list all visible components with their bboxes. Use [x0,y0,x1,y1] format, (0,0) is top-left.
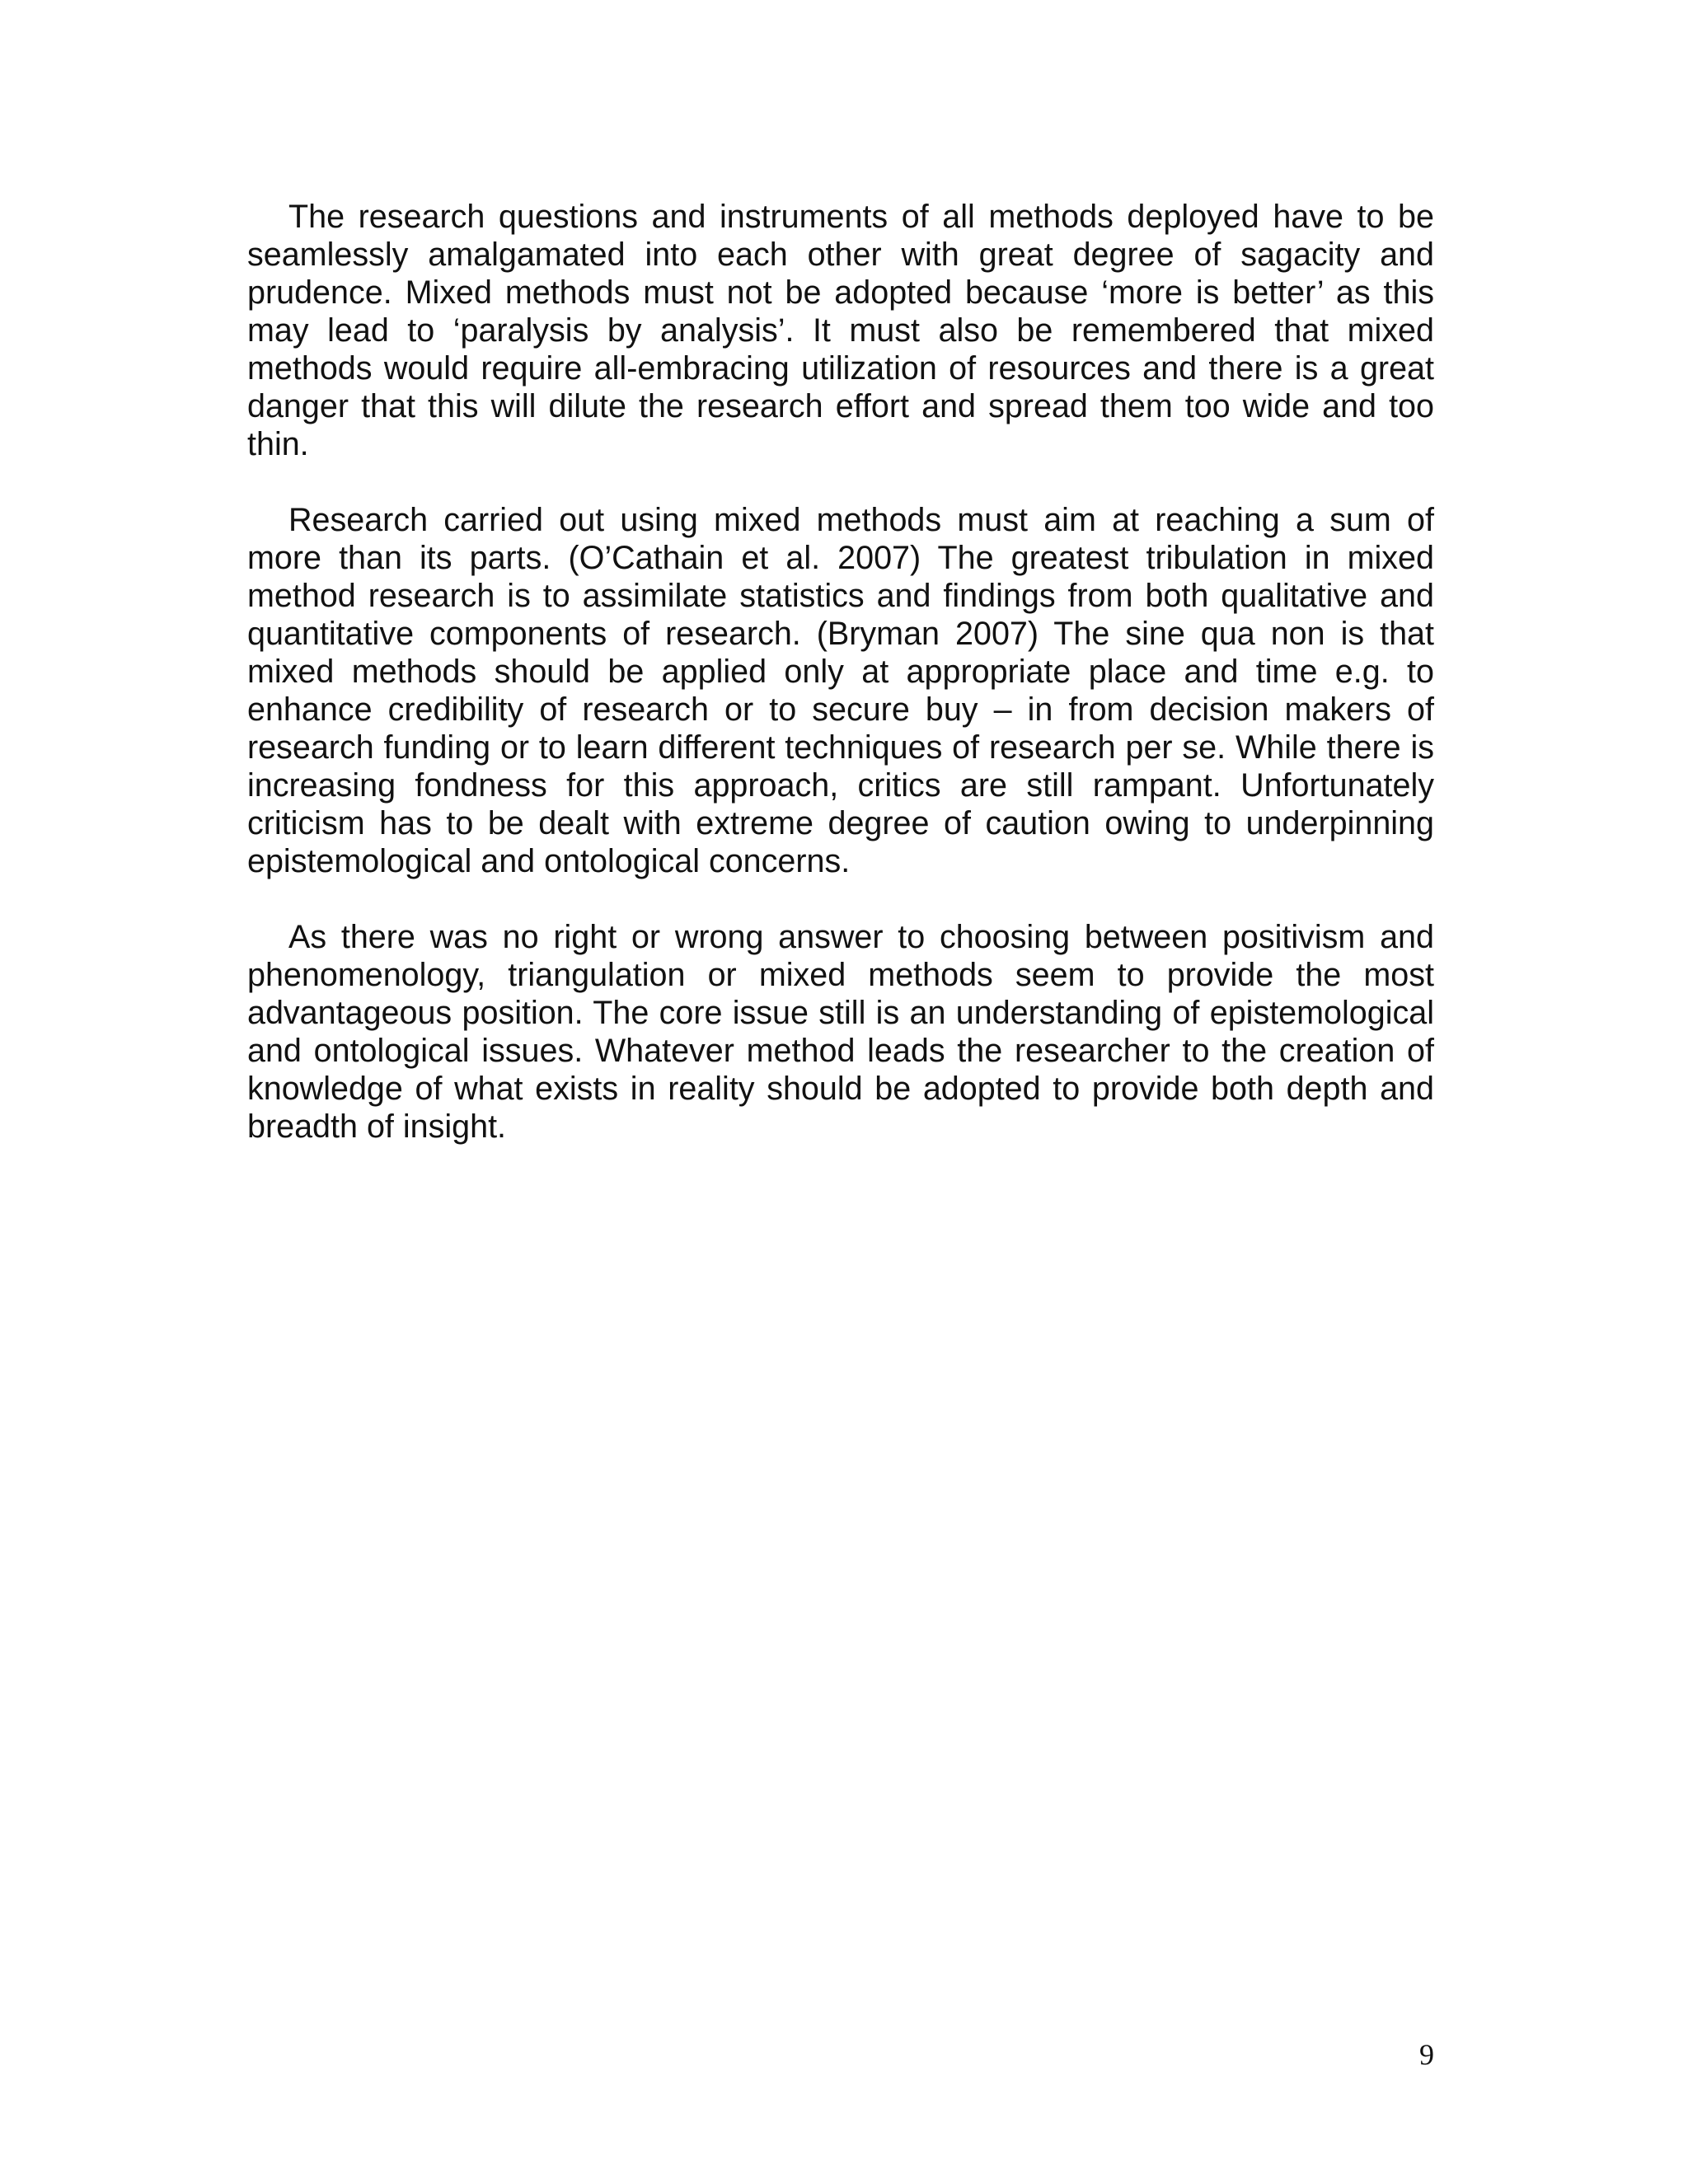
paragraph-2: Research carried out using mixed methods must aim at reaching a sum of more than its parts. (O’Cathain et al. 2007) The greatest tribulation in mixed method research is to assimilate statistics and findings from both qualitative and quantitative components of research. (Bryman 2007) The sine qua non is that mixed methods should be applied only at appropriate place and time e.g. to enhance credibility of research or to secure buy – in from decision makers of research funding or to learn different techniques of research per se. While there is increasing fondness for this approach, critics are still rampant. Unfortunately criticism has to be dealt with extreme degree of caution owing to underpinning epistemological and ontological concerns. [247,502,1434,879]
body-text [247,198,1434,1146]
page-number: 9 [1419,2038,1434,2071]
paragraph-1: The research questions and instruments of all methods deployed have to be seamlessly amalgamated into each other with great degree of sagacity and prudence. Mixed methods must not be adopted because ‘more is better’ as this may lead to ‘paralysis by analysis’. It must also be remembered that mixed methods would require all-embracing utilization of resources and there is a great danger that this will dilute the research effort and spread them too wide and too thin. [247,199,1434,462]
paragraph-3: As there was no right or wrong answer to choosing between positivism and phenomenology, triangulation or mixed methods seem to provide the most advantageous position. The core issue still is an understanding of epistemological and ontological issues. Whatever method leads the researcher to the creation of knowledge of what exists in reality should be adopted to provide both depth and breadth of insight. [247,919,1434,1145]
